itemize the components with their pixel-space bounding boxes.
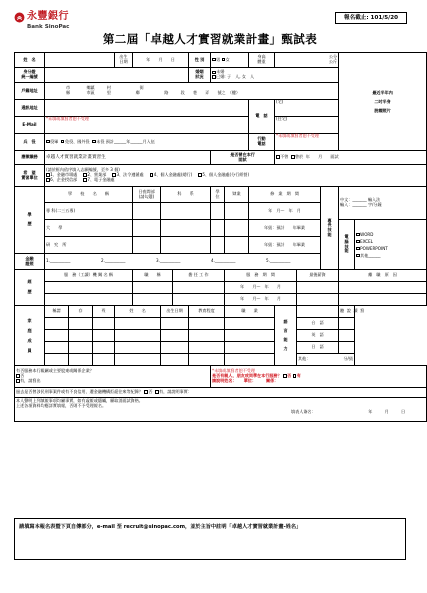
phone-label: 電 話 xyxy=(249,100,275,134)
friend-question[interactable]: *未填或填寫者恕不受理 是否有親人、朋友或同學在本行服務？ 否 有 請說明姓名： 單位： 關係： xyxy=(211,366,427,388)
lang-skill-label: 語 言 能 力 xyxy=(275,306,297,366)
edu-grad-1[interactable] xyxy=(225,203,249,220)
cert-item-4[interactable]: 5.__________ xyxy=(266,258,291,264)
dept-option2-0[interactable] xyxy=(46,177,77,182)
internal-interview-field[interactable]: 不曾 曾於 年 月 面試 xyxy=(275,151,427,165)
phone-office-field[interactable]: (住宅) xyxy=(275,117,339,134)
mail-addr-field[interactable] xyxy=(45,100,249,117)
edu-period-2[interactable]: 年級：預計 年畢業 xyxy=(249,220,321,237)
cert-item-0[interactable]: 1.__________ xyxy=(46,258,71,264)
edu-degree-1[interactable] xyxy=(211,203,225,220)
deadline-box: 報名截止: 101/5/20 xyxy=(335,12,407,24)
bank-logo-icon xyxy=(14,12,25,23)
relative-question[interactable]: 有否服務本行親屬或主要股東或關係企業？ 否 有，請寫出 xyxy=(15,366,211,388)
gender-field[interactable]: 男 女 xyxy=(211,53,249,68)
pref-dept-field[interactable]: (請於框內依序填入志願編號，至多 3 個) 1、金融市場處 2、營業部 3、法令遵循處 4、個人金融處(總行) 5、個人金融處(分行經營) 6、企金授信部 7、電子金融處 xyxy=(45,165,427,187)
fam-hdr-name: 姓 名 xyxy=(115,306,161,318)
lang-val-tw[interactable] xyxy=(339,318,355,330)
edu-daynight-1[interactable] xyxy=(133,203,161,220)
mail-addr-label: 通訊地址 xyxy=(15,100,45,117)
marriage-label: 婚姻 狀況 xyxy=(189,68,211,83)
edu-period-1[interactable]: 年 月～ 年 月 xyxy=(249,203,321,220)
id-label: 身分證 統一編號 xyxy=(15,68,45,83)
fam-hdr-title: 稱謂 xyxy=(45,306,69,318)
work-label: 經 歷 xyxy=(15,270,45,306)
mobile-field[interactable]: *未填或填寫者恕不受理 xyxy=(275,134,339,151)
work-duty-1[interactable] xyxy=(173,282,225,294)
work-period-2[interactable]: 年 月～ 年 月 xyxy=(225,294,297,306)
lang-other[interactable]: 其他： 分/級 xyxy=(297,354,355,366)
edu-grad-3[interactable] xyxy=(225,237,249,254)
signature-label: 填表人簽名： xyxy=(291,409,316,415)
id-field[interactable] xyxy=(45,68,189,83)
school-header: 學 校 名 稱 xyxy=(45,187,133,203)
household-addr-field[interactable]: 市 鄉鎮 村 街 縣 市區 里 鄰 路 段 巷 弄 號之 （樓） xyxy=(45,83,339,100)
declaration: 本人聲明上列填報事項均屬事實，如有虛報或隱瞞，願取消面試資格。 上述各項資料均應詳實填報，否則不予受理報名。 填表人簽名： 年 月 日 xyxy=(15,398,427,422)
cert-label: 金融 證照 xyxy=(15,254,45,270)
edu-grad-2[interactable] xyxy=(225,220,249,237)
work-salary-1[interactable] xyxy=(297,282,339,294)
edu-daynight-2[interactable] xyxy=(133,220,161,237)
email-field[interactable]: *未填或填寫者恕不受理 xyxy=(45,117,249,134)
lang-hdr: 聽 說 讀 寫 xyxy=(339,306,355,318)
work-org-1[interactable] xyxy=(45,282,133,294)
phone-home-field[interactable]: (宅) xyxy=(275,100,339,117)
edu-period-3[interactable]: 年級：預計 年畢業 xyxy=(249,237,321,254)
dept-option-3[interactable] xyxy=(150,172,193,177)
marriage-field[interactable]: 未婚 已婚: 子 人, 女 人 xyxy=(211,68,339,83)
email-label: E-Mail xyxy=(15,117,45,134)
day-night-header: 日夜間部 (請勾選) xyxy=(133,187,161,203)
mobile-label: 行動 電話 xyxy=(249,134,275,151)
friend-yes-checkbox[interactable] xyxy=(293,374,297,378)
record-question[interactable]: 過去是否曾涉民刑事案件或有不良信用、遭金融機構拒絕往來等紀錄？ 否 有，請說明事實： xyxy=(15,388,427,398)
footer-note: 請填寫本報名表暨下頁自傳部分，e-mail 至 recruit@sinopac.com，並於主旨中註明「卓越人才實習就業計畫-姓名」 xyxy=(14,518,406,560)
bank-logo xyxy=(14,11,80,33)
lang-input-field[interactable]: 中文：_______ 輸入法 輸入：_______ 字/分鐘 xyxy=(339,187,427,220)
bank-name-cn: 永豐銀行 xyxy=(27,11,69,22)
grad-header: 肄業 xyxy=(225,187,249,203)
military-label: 兵 役 xyxy=(15,134,45,151)
fam-hdr-alive: 存 xyxy=(69,306,93,318)
dept-option-4[interactable] xyxy=(198,172,249,177)
pref-dept-label: 希 望 實習單位 xyxy=(15,165,45,187)
dept-option-checkbox-3[interactable] xyxy=(150,173,154,177)
computer-skills-field[interactable]: WORD EXCEL POWERPOINT 其他______ xyxy=(355,220,427,270)
mil-exempt-checkbox[interactable] xyxy=(61,140,65,144)
work-org-2[interactable] xyxy=(45,294,133,306)
fam-hdr-dob: 出生日期 xyxy=(161,306,189,318)
internal-interview-label: 是否曾在本行 面試 xyxy=(211,151,275,165)
work-hdr-title: 職 稱 xyxy=(133,270,173,282)
yes-interview-checkbox[interactable] xyxy=(291,155,295,159)
edu-daynight-3[interactable] xyxy=(133,237,161,254)
cert-item-2[interactable]: 3.__________ xyxy=(156,258,181,264)
work-title-2[interactable] xyxy=(133,294,173,306)
lang-corner xyxy=(297,306,339,318)
lang-row-tw: 台 語 xyxy=(297,318,339,330)
apply-job-field: 卓越人才實習就業計畫實習生 xyxy=(45,151,211,165)
work-period-1[interactable]: 年 月～ 年 月 xyxy=(225,282,297,294)
dob-field[interactable]: 年 月 日 xyxy=(133,53,189,68)
dept-option2-label-1: 7、電子金融處 xyxy=(87,176,115,182)
work-title-1[interactable] xyxy=(133,282,173,294)
lang-row-en: 英 語 xyxy=(297,330,339,342)
military-field[interactable]: 役畢 免役、國外役 未役 預計______年______月入伍 xyxy=(45,134,249,151)
dept-option2-1[interactable] xyxy=(83,177,114,182)
edu-major-3[interactable] xyxy=(161,237,211,254)
edu-row-grad[interactable]: 研 究 所 xyxy=(45,237,133,254)
work-hdr-reason: 離 職 原 因 xyxy=(339,270,427,282)
cert-item-1[interactable]: 2.__________ xyxy=(101,258,126,264)
lang-row-jp: 日 語 xyxy=(297,342,339,354)
dept-option-label-0: 1、金融市場處 xyxy=(50,172,78,178)
household-addr-label: 戶籍地址 xyxy=(15,83,45,100)
edu-label: 學 歷 xyxy=(15,187,45,254)
dept-option-label-2: 3、法令遵循處 xyxy=(116,172,144,178)
name-field[interactable] xyxy=(45,53,115,68)
lang-val-en[interactable] xyxy=(339,330,355,342)
height-weight-label: 身高 體重 xyxy=(249,53,275,68)
dept-option-label-4: 5、個人金融處(分行經營) xyxy=(202,172,250,178)
apply-job-label: 應徵職務 xyxy=(15,151,45,165)
fam-hdr-edu: 教育程度 xyxy=(189,306,225,318)
female-checkbox[interactable] xyxy=(222,58,226,62)
dept-option-label-1: 2、營業部 xyxy=(87,172,107,178)
edu-row-college[interactable]: 專 科(二三五專) xyxy=(45,203,133,220)
work-hdr-period: 服 務 期 間 xyxy=(225,270,297,282)
edu-major-1[interactable] xyxy=(161,203,211,220)
sign-date: 年 月 日 xyxy=(368,409,406,415)
height-weight-field[interactable]: 公分 公斤 xyxy=(275,53,339,68)
lang-val-jp[interactable] xyxy=(339,342,355,354)
dob-label: 出生 日期 xyxy=(115,53,133,68)
computer-label: 電 腦 技 能 xyxy=(339,220,355,270)
cert-item-3[interactable]: 4.__________ xyxy=(211,258,236,264)
family-label: 家 庭 成 員 xyxy=(15,306,45,366)
gender-label: 性 別 xyxy=(189,53,211,68)
major-header: 科 系 xyxy=(161,187,211,203)
fam-hdr-job: 職 業 xyxy=(225,306,275,318)
work-hdr-duty: 擔 任 工 作 xyxy=(173,270,225,282)
work-reason-2[interactable] xyxy=(339,294,427,306)
work-duty-2[interactable] xyxy=(173,294,225,306)
dept-option-2[interactable] xyxy=(112,172,143,177)
skills-label: 專 長 技 能 xyxy=(321,187,339,270)
name-label: 姓 名 xyxy=(15,53,45,68)
edu-major-2[interactable] xyxy=(161,220,211,237)
cert-field[interactable] xyxy=(45,254,321,270)
dept-option-label-3: 4、個人金融處(總行) xyxy=(153,172,193,178)
work-hdr-salary: 最後薪資 xyxy=(297,270,339,282)
work-reason-1[interactable] xyxy=(339,282,427,294)
degree-header: 學 位 xyxy=(211,187,225,203)
edu-degree-2[interactable] xyxy=(211,220,225,237)
application-form xyxy=(14,52,427,422)
work-salary-2[interactable] xyxy=(297,294,339,306)
edu-degree-3[interactable] xyxy=(211,237,225,254)
page-title: 第二屆「卓越人才實習就業計畫」甄試表 xyxy=(102,32,318,46)
photo-box[interactable]: 最近半年內 二吋半身 脫帽照片 xyxy=(339,53,427,151)
fam-hdr-dead: 歿 xyxy=(93,306,115,318)
dept-option2-label-0: 6、企金授信部 xyxy=(50,176,78,182)
edu-row-university[interactable]: 大 學 xyxy=(45,220,133,237)
bank-name-en: Bank SinoPac xyxy=(27,24,70,30)
period-header: 修 業 期 間 xyxy=(249,187,321,203)
work-hdr-org: 服 務（工讀）機 關 名 稱 xyxy=(45,270,133,282)
